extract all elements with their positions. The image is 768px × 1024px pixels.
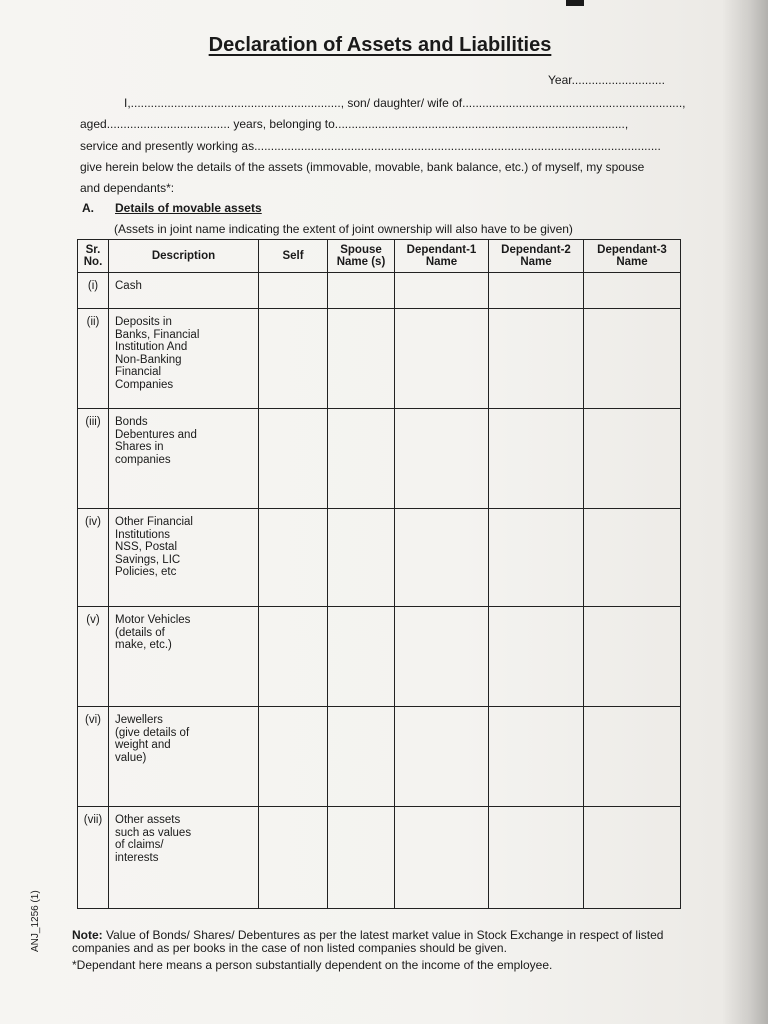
description-line: Banks, Financial xyxy=(115,328,200,341)
cell-dependant-2[interactable] xyxy=(489,273,584,309)
header-dep1-line2: Name xyxy=(425,256,458,268)
cell-dependant-3[interactable] xyxy=(584,509,681,607)
description-line: (give details of xyxy=(115,726,190,739)
cell-dependant-2[interactable] xyxy=(489,707,584,807)
corner-mark xyxy=(566,0,584,6)
header-spouse-line2: Name (s) xyxy=(336,256,386,268)
table-row xyxy=(78,807,681,909)
cell-dependant-2[interactable] xyxy=(489,807,584,909)
header-dependant-2 xyxy=(489,240,584,273)
table-row xyxy=(78,273,681,309)
header-dependant-3 xyxy=(584,240,681,273)
description-line: make, etc.) xyxy=(115,639,172,651)
cell-dependant-3[interactable] xyxy=(584,807,681,909)
cell-spouse[interactable] xyxy=(328,607,395,707)
cell-dependant-2[interactable] xyxy=(489,607,584,707)
cell-dependant-1[interactable] xyxy=(395,707,489,807)
section-note: (Assets in joint name indicating the extent of joint ownership will also have to be given) xyxy=(114,222,573,236)
cell-self[interactable] xyxy=(259,409,328,509)
cell-dependant-2[interactable] xyxy=(489,409,584,509)
cell-dependant-1[interactable] xyxy=(395,409,489,509)
row-description xyxy=(109,509,259,607)
cell-spouse[interactable] xyxy=(328,273,395,309)
description-line: companies xyxy=(115,453,171,466)
description-line: Debentures and xyxy=(115,428,197,441)
cell-spouse[interactable] xyxy=(328,707,395,807)
table-row xyxy=(78,309,681,409)
description-line: interests xyxy=(115,851,159,864)
header-spouse-line1: Spouse xyxy=(340,244,382,256)
year-line: Year............................ xyxy=(548,73,665,87)
description-line: Shares in xyxy=(115,441,164,453)
dependant-definition: *Dependant here means a person substantially dependent on the income of the employee. xyxy=(72,958,553,972)
description-line: Policies, etc xyxy=(115,566,177,578)
name-line: I,..............................................................., son/ daughter/ wife of.................................................................., xyxy=(124,96,686,110)
table-header-row xyxy=(78,240,681,273)
cell-self[interactable] xyxy=(259,607,328,707)
description-line: Non-Banking xyxy=(115,353,182,366)
cell-dependant-1[interactable] xyxy=(395,309,489,409)
page-edge-shadow xyxy=(722,0,768,1024)
description-line: of claims/ xyxy=(115,839,164,851)
cell-dependant-3[interactable] xyxy=(584,309,681,409)
cell-spouse[interactable] xyxy=(328,309,395,409)
header-sr-line2: No. xyxy=(83,256,103,268)
service-line: service and presently working as.......................................................................................................................... xyxy=(80,139,661,153)
row-description xyxy=(109,409,259,509)
row-sr-no: (iv) xyxy=(78,509,109,607)
description-line: (details of xyxy=(115,626,165,639)
row-sr-no: (vi) xyxy=(78,707,109,807)
section-title: Details of movable assets xyxy=(115,201,262,215)
cell-dependant-3[interactable] xyxy=(584,273,681,309)
row-description xyxy=(109,309,259,409)
description-line: Institution And xyxy=(115,341,188,353)
note-line xyxy=(72,928,663,942)
cell-dependant-3[interactable] xyxy=(584,607,681,707)
header-dep3-line1: Dependant-3 xyxy=(597,244,667,256)
row-description xyxy=(109,273,259,309)
cell-self[interactable] xyxy=(259,309,328,409)
row-sr-no: (vii) xyxy=(78,807,109,909)
table-row xyxy=(78,707,681,807)
cell-dependant-2[interactable] xyxy=(489,509,584,607)
row-description xyxy=(109,807,259,909)
cell-spouse[interactable] xyxy=(328,509,395,607)
row-sr-no: (iii) xyxy=(78,409,109,509)
cell-dependant-1[interactable] xyxy=(395,273,489,309)
description-line: Other Financial xyxy=(115,516,193,528)
note-line-2: companies and as per books in the case of non listed companies should be given. xyxy=(72,941,507,955)
cell-self[interactable] xyxy=(259,273,328,309)
header-dep2-line1: Dependant-2 xyxy=(501,244,571,256)
description-line: Bonds xyxy=(115,416,148,428)
description-line: Deposits in xyxy=(115,316,172,328)
table-row xyxy=(78,509,681,607)
row-sr-no: (ii) xyxy=(78,309,109,409)
cell-dependant-1[interactable] xyxy=(395,607,489,707)
cell-self[interactable] xyxy=(259,707,328,807)
header-dep2-line2: Name xyxy=(520,256,552,268)
header-sr-no xyxy=(78,240,109,273)
header-self: Self xyxy=(259,240,328,273)
description-line: Financial xyxy=(115,366,162,378)
intro-line-2: and dependants*: xyxy=(80,181,175,195)
section-letter: A. xyxy=(82,201,94,215)
header-sr-line1: Sr. xyxy=(85,244,101,256)
description-line: Savings, LIC xyxy=(115,553,181,566)
header-dep1-line1: Dependant-1 xyxy=(406,244,477,256)
table-row xyxy=(78,409,681,509)
form-code: ANJ_1256 (1) xyxy=(30,890,41,952)
description-line: such as values xyxy=(115,826,192,839)
movable-assets-table xyxy=(77,239,681,909)
cell-dependant-2[interactable] xyxy=(489,309,584,409)
cell-dependant-3[interactable] xyxy=(584,707,681,807)
note-label: Note: xyxy=(72,928,103,942)
cell-spouse[interactable] xyxy=(328,807,395,909)
row-description xyxy=(109,607,259,707)
description-line: Jewellers xyxy=(115,714,163,726)
description-line: value) xyxy=(115,751,147,764)
table-row xyxy=(78,607,681,707)
header-description: Description xyxy=(109,240,259,273)
description-line: Other assets xyxy=(115,814,181,826)
header-dep3-line2: Name xyxy=(616,256,648,268)
cell-dependant-1[interactable] xyxy=(395,509,489,607)
cell-self[interactable] xyxy=(259,509,328,607)
description-line: Motor Vehicles xyxy=(115,614,191,626)
row-sr-no: (i) xyxy=(78,273,109,309)
cell-dependant-3[interactable] xyxy=(584,409,681,509)
header-dependant-1 xyxy=(395,240,489,273)
note-text: Value of Bonds/ Shares/ Debentures as per the latest market value in Stock Exchange in respect of listed xyxy=(106,928,664,942)
cell-self[interactable] xyxy=(259,807,328,909)
row-sr-no: (v) xyxy=(78,607,109,707)
row-description xyxy=(109,707,259,807)
description-line: Cash xyxy=(115,280,142,292)
header-spouse xyxy=(328,240,395,273)
age-line: aged..................................... years, belonging to......................................................................................., xyxy=(80,117,629,131)
description-line: Companies xyxy=(115,378,174,391)
intro-line: give herein below the details of the assets (immovable, movable, bank balance, etc.) of myself, my spouse xyxy=(80,160,645,174)
cell-dependant-1[interactable] xyxy=(395,807,489,909)
cell-spouse[interactable] xyxy=(328,409,395,509)
description-line: Institutions xyxy=(115,528,170,541)
document-title: Declaration of Assets and Liabilities xyxy=(208,34,552,56)
description-line: weight and xyxy=(115,739,171,751)
description-line: NSS, Postal xyxy=(115,541,177,553)
